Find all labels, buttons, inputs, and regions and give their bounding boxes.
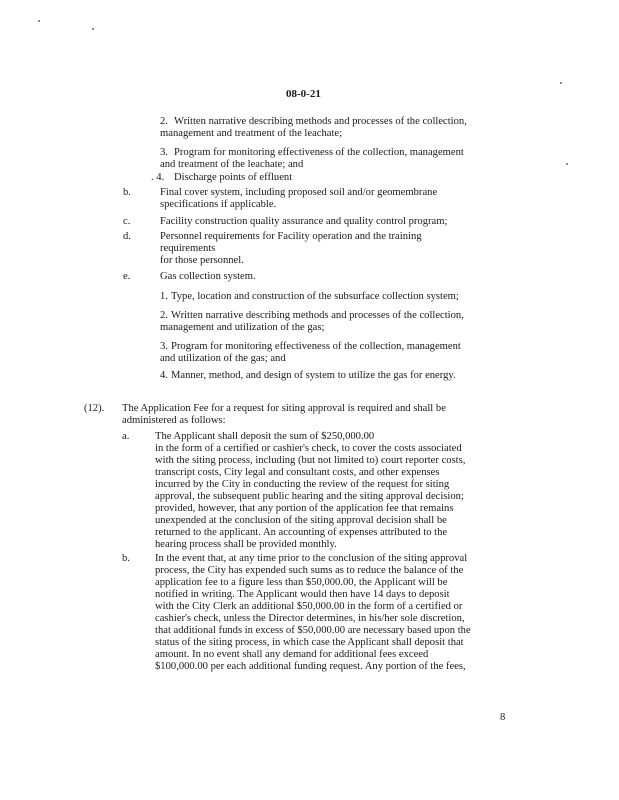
- scan-speck: [560, 82, 562, 84]
- leachate-item-3-line-2: and treatment of the leachate; and: [160, 159, 304, 170]
- item-12b-line-1: In the event that, at any time prior to the conclusion of the siting approval: [155, 553, 468, 564]
- section-12-intro-line-1: The Application Fee for a request for siting approval is required and shall be: [122, 403, 446, 414]
- leachate-item-2-line-2: management and treatment of the leachate;: [160, 128, 343, 139]
- gas-item-1-label: 1.: [160, 291, 168, 302]
- leachate-item-3-label: 3.: [160, 147, 168, 158]
- item-b-line-1: Final cover system, including proposed soil and/or geomembrane: [160, 187, 438, 198]
- item-12a-line-6: approval, the subsequent public hearing and the siting approval decision;: [155, 491, 464, 502]
- scan-speck: [92, 28, 94, 30]
- leachate-item-4-label: . 4.: [151, 172, 165, 183]
- scan-speck: [38, 20, 40, 22]
- section-12-number: (12).: [84, 403, 105, 414]
- item-d-line-3: for those personnel.: [160, 255, 244, 266]
- item-c-line-1: Facility construction quality assurance and quality control program;: [160, 216, 448, 227]
- item-12b-line-3: application fee to a figure less than $50,000.00, the Applicant will be: [155, 577, 448, 588]
- gas-item-4-label: 4.: [160, 370, 168, 381]
- item-d-letter: d.: [123, 231, 131, 242]
- item-12a-line-7: provided, however, that any portion of the application fee that remains: [155, 503, 454, 514]
- item-12a-line-1: The Applicant shall deposit the sum of $250,000.00: [155, 431, 375, 442]
- item-12a-line-9: returned to the applicant. An accounting of expenses attributed to the: [155, 527, 448, 538]
- gas-item-3-line-1: Program for monitoring effectiveness of the collection, management: [171, 341, 461, 352]
- scan-speck: [566, 163, 568, 165]
- item-b-letter: b.: [123, 187, 131, 198]
- item-12b-line-7: that additional funds in excess of $50,000.00 are necessary based upon the: [155, 625, 471, 636]
- leachate-item-2-line-1: Written narrative describing methods and processes of the collection,: [174, 116, 467, 127]
- item-12a-line-5: incurred by the City in conducting the review of the request for siting: [155, 479, 450, 490]
- item-12b-line-2: process, the City has expended such sums as to reduce the balance of the: [155, 565, 464, 576]
- item-12b-line-5: with the City Clerk an additional $50,000.00 in the form of a certified or: [155, 601, 463, 612]
- page-number: 8: [500, 712, 506, 723]
- item-12b-letter: b.: [122, 553, 130, 564]
- leachate-item-2-label: 2.: [160, 116, 168, 127]
- gas-item-2-label: 2.: [160, 310, 168, 321]
- item-12a-line-8: unexpended at the conclusion of the siting approval decision shall be: [155, 515, 447, 526]
- item-12b-line-6: cashier's check, unless the Director determines, in his/her sole discretion,: [155, 613, 465, 624]
- item-e-line-1: Gas collection system.: [160, 271, 256, 282]
- gas-item-2-line-2: management and utilization of the gas;: [160, 322, 325, 333]
- item-d-line-2: requirements: [160, 243, 216, 254]
- item-c-letter: c.: [123, 216, 131, 227]
- leachate-item-3-line-1: Program for monitoring effectiveness of the collection, management: [174, 147, 464, 158]
- section-12-intro-line-2: administered as follows:: [122, 415, 226, 426]
- item-12a-line-3: with the siting process, including (but not limited to) court reporter costs,: [155, 455, 466, 466]
- gas-item-3-line-2: and utilization of the gas; and: [160, 353, 286, 364]
- gas-item-4-line-1: Manner, method, and design of system to utilize the gas for energy.: [171, 370, 456, 381]
- gas-item-2-line-1: Written narrative describing methods and processes of the collection,: [171, 310, 464, 321]
- item-12b-line-10: $100,000.00 per each additional funding request. Any portion of the fees,: [155, 661, 466, 672]
- gas-item-1-line-1: Type, location and construction of the subsurface collection system;: [171, 291, 459, 302]
- item-b-line-2: specifications if applicable.: [160, 199, 277, 210]
- gas-item-3-label: 3.: [160, 341, 168, 352]
- item-12b-line-9: amount. In no event shall any demand for additional fees exceed: [155, 649, 429, 660]
- item-12a-line-4: transcript costs, City legal and consultant costs, and other expenses: [155, 467, 440, 478]
- item-12a-letter: a.: [122, 431, 130, 442]
- item-12b-line-8: status of the siting process, in which case the Applicant shall deposit that: [155, 637, 464, 648]
- leachate-item-4-line-1: Discharge points of effluent: [174, 172, 293, 183]
- document-number: 08-0-21: [286, 88, 321, 100]
- item-12a-line-2: in the form of a certified or cashier's check, to cover the costs associated: [155, 443, 462, 454]
- item-e-letter: e.: [123, 271, 131, 282]
- item-12b-line-4: notified in writing. The Applicant would then have 14 days to deposit: [155, 589, 450, 600]
- item-d-line-1: Personnel requirements for Facility operation and the training: [160, 231, 422, 242]
- item-12a-line-10: hearing process shall be provided monthly.: [155, 539, 337, 550]
